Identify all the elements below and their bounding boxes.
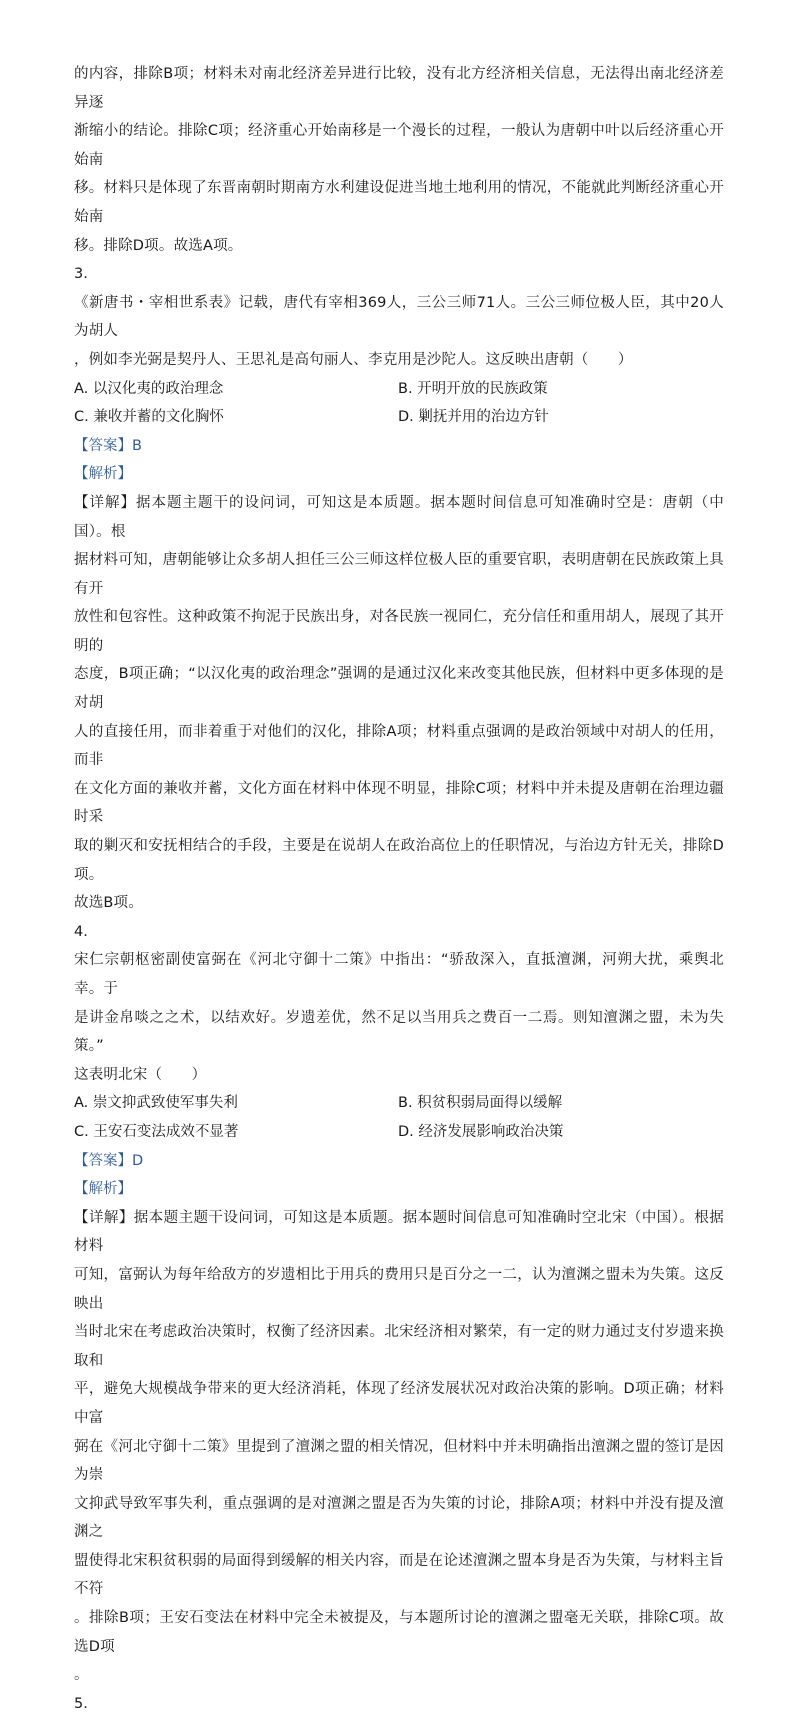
detail-line: 平，避免大规模战争带来的更大经济消耗，体现了经济发展状况对政治决策的影响。D项正确；材料中富 <box>74 1381 724 1426</box>
text-line: 渐缩小的结论。排除C项；经济重心开始南移是一个漫长的过程，一般认为唐朝中叶以后经济重心开始南 <box>74 123 724 168</box>
text-line: 移。材料只是体现了东晋南朝时期南方水利建设促进当地土地利用的情况，不能就此判断经济重心开始南 <box>74 180 724 225</box>
question-stem-line: 《新唐书・宰相世系表》记载，唐代有宰相369人，三公三师71人。三公三师位极人臣，其中20人为胡人 <box>74 294 724 340</box>
detail-text: 据本题主题干的设问词，可知这是本质题。据本题时间信息可知准确时空是：唐朝（中国）。根 <box>74 494 724 540</box>
option-d: D. 经济发展影响政治决策 <box>398 1123 564 1140</box>
detail-line: 弼在《河北守御十二策》里提到了澶渊之盟的相关情况，但材料中并未明确指出澶渊之盟的签订是因为崇 <box>74 1438 724 1484</box>
detail-text: 据本题主题干设问词，可知这是本质题。据本题时间信息可知准确时空北宋（中国）。根据材料 <box>74 1209 724 1255</box>
question-stem-line: 这表明北宋（ ） <box>74 1066 207 1083</box>
answer-tag: 【答案】 <box>74 437 132 454</box>
options <box>74 375 724 432</box>
question-stem-line: ，例如李光弼是契丹人、王思礼是高句丽人、李克用是沙陀人。这反映出唐朝（ ） <box>74 351 633 368</box>
option-c: C. 王安石变法成效不显著 <box>74 1123 239 1140</box>
analysis-tag: 【解析】 <box>74 1181 132 1198</box>
detail-explanation <box>74 1204 724 1690</box>
answer-value: D <box>132 1152 144 1169</box>
detail-line: 故选B项。 <box>74 895 143 912</box>
detail-line: 据材料可知，唐朝能够让众多胡人担任三公三师这样位极人臣的重要官职，表明唐朝在民族政策上具有开 <box>74 552 724 597</box>
option-d: D. 剿抚并用的治边方针 <box>398 409 549 426</box>
answer-tag: 【答案】 <box>74 1152 132 1169</box>
detail-line: 。 <box>74 1667 89 1684</box>
previous-answer-explanation <box>74 60 724 260</box>
text-line: 的内容，排除B项；材料未对南北经济差异进行比较，没有北方经济相关信息，无法得出南北经济差异逐 <box>74 66 724 111</box>
answer-line <box>74 432 724 461</box>
question-stem-line: 是讲金帛啖之之术，以结欢好。岁遗差优，然不足以当用兵之费百一二焉。则知澶渊之盟，未为失策。” <box>74 1009 724 1055</box>
detail-tag: 【详解】 <box>74 494 136 511</box>
answer-line <box>74 1147 724 1176</box>
option-a: A. 以汉化夷的政治理念 <box>74 380 224 397</box>
question-number: 5. <box>74 1695 88 1712</box>
option-b: B. 积贫积弱局面得以缓解 <box>398 1095 563 1112</box>
options <box>74 1089 724 1146</box>
option-c: C. 兼收并蓄的文化胸怀 <box>74 409 224 426</box>
analysis-tag: 【解析】 <box>74 466 132 483</box>
detail-line <box>74 489 724 546</box>
question-stem-line: 宋仁宗朝枢密副使富弼在《河北守御十二策》中指出：“骄敌深入，直抵澶渊，河朔大扰，乘舆北幸。于 <box>74 952 724 997</box>
question-3 <box>74 260 724 918</box>
detail-line <box>74 1204 724 1261</box>
detail-line: 文抑武导致军事失利，重点强调的是对澶渊之盟是否为失策的讨论，排除A项；材料中并没有提及澶渊之 <box>74 1495 724 1541</box>
question-4 <box>74 918 724 1690</box>
detail-tag: 【详解】 <box>74 1209 134 1226</box>
question-number: 4. <box>74 923 88 940</box>
text-line: 移。排除D项。故选A项。 <box>74 237 243 254</box>
detail-line: 。排除B项；王安石变法在材料中完全未被提及，与本题所讨论的澶渊之盟毫无关联，排除C项。故选D项 <box>74 1610 724 1655</box>
detail-line: 盟使得北宋积贫积弱的局面得到缓解的相关内容，而是在论述澶渊之盟本身是否为失策，与材料主旨不符 <box>74 1552 724 1598</box>
question-5 <box>74 1690 724 1718</box>
detail-line: 在文化方面的兼收并蓄，文化方面在材料中体现不明显，排除C项；材料中并未提及唐朝在治理边疆时采 <box>74 780 724 826</box>
detail-line: 当时北宋在考虑政治决策时，权衡了经济因素。北宋经济相对繁荣，有一定的财力通过支付岁遗来换取和 <box>74 1324 724 1369</box>
detail-line: 放性和包容性。这种政策不拘泥于民族出身，对各民族一视同仁，充分信任和重用胡人，展现了其开明的 <box>74 609 724 654</box>
option-a: A. 崇文抑武致使军事失利 <box>74 1095 238 1112</box>
question-number: 3. <box>74 266 88 283</box>
document-page <box>74 60 724 1718</box>
option-b: B. 开明开放的民族政策 <box>398 380 548 397</box>
detail-line: 态度，B项正确；“以汉化夷的政治理念”强调的是通过汉化来改变其他民族，但材料中更多体现的是对胡 <box>74 666 724 712</box>
detail-line: 取的剿灭和安抚相结合的手段，主要是在说胡人在政治高位上的任职情况，与治边方针无关，排除D项。 <box>74 838 724 883</box>
detail-line: 可知，富弼认为每年给敌方的岁遗相比于用兵的费用只是百分之一二，认为澶渊之盟未为失策。这反映出 <box>74 1266 724 1312</box>
answer-value: B <box>132 437 142 454</box>
detail-line: 人的直接任用，而非着重于对他们的汉化，排除A项；材料重点强调的是政治领域中对胡人的任用，而非 <box>74 723 724 769</box>
detail-explanation <box>74 489 724 918</box>
